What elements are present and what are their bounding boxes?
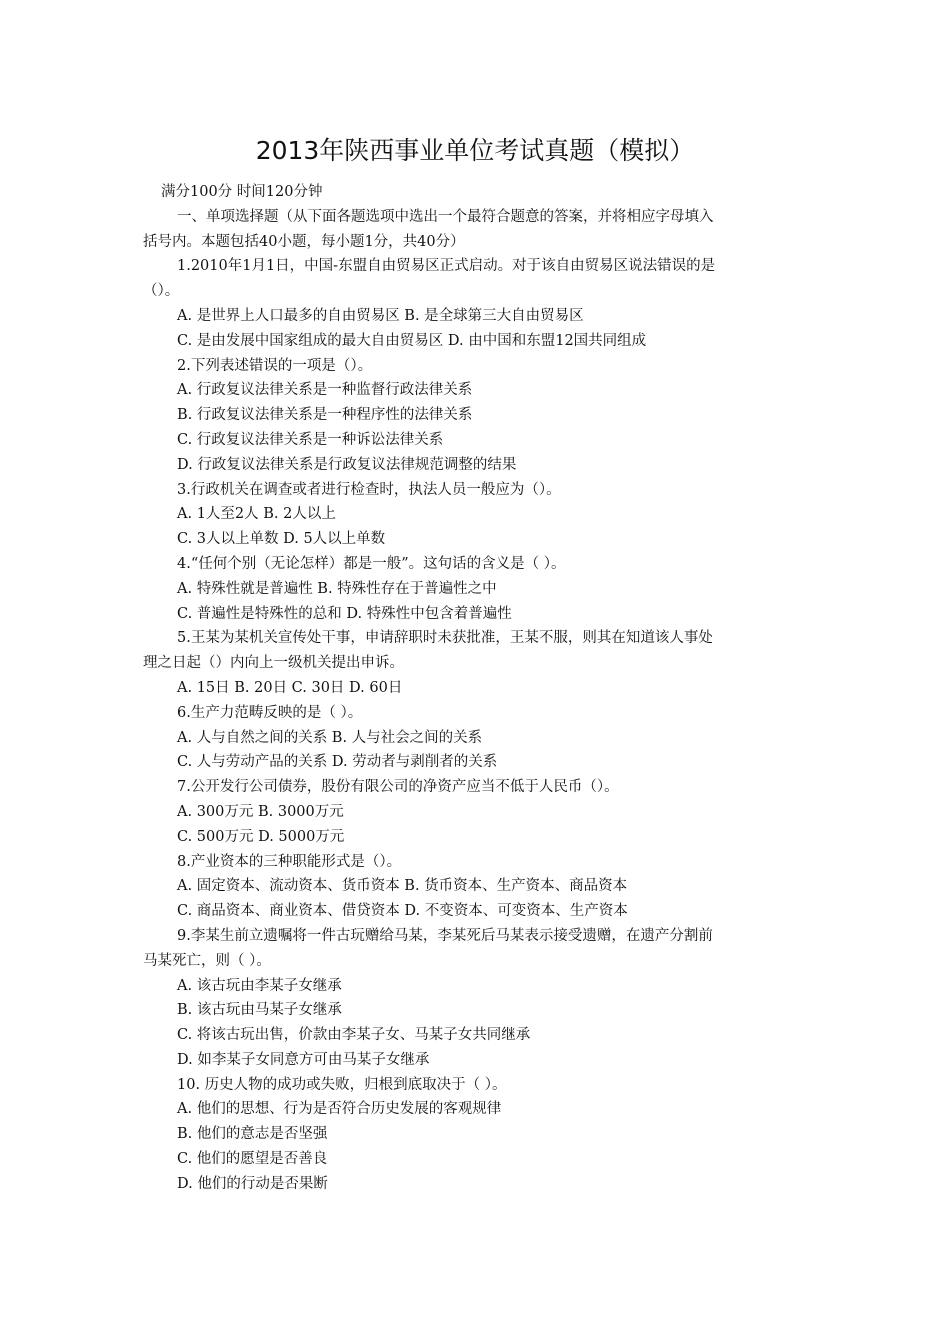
question-stem: 5.王某为某机关宣传处干事，申请辞职时未获批准，王某不服，则其在知道该人事处 bbox=[177, 630, 713, 647]
question-option: A. 该古玩由李某子女继承 bbox=[177, 977, 342, 994]
question-option: B. 该古玩由马某子女继承 bbox=[177, 1002, 342, 1019]
question-option: A. 人与自然之间的关系 B. 人与社会之间的关系 bbox=[177, 729, 483, 746]
document-title: 2013年陕西事业单位考试真题（模拟） bbox=[255, 136, 695, 165]
question-item bbox=[143, 701, 808, 775]
exam-meta: 满分100分 时间120分钟 bbox=[161, 184, 323, 200]
question-option: A. 1人至2人 B. 2人以上 bbox=[177, 506, 336, 523]
question-option: C. 人与劳动产品的关系 D. 劳动者与剥削者的关系 bbox=[177, 754, 498, 771]
question-stem: 2.下列表述错误的一项是（）。 bbox=[177, 357, 373, 374]
question-item bbox=[143, 478, 808, 552]
question-item bbox=[143, 354, 808, 478]
question-stem: 4.“任何个别（无论怎样）都是一般”。这句话的含义是（ ）。 bbox=[177, 555, 566, 572]
question-stem: 10. 历史人物的成功或失败，归根到底取决于（ ）。 bbox=[177, 1076, 507, 1093]
question-option: C. 普遍性是特殊性的总和 D. 特殊性中包含着普遍性 bbox=[177, 605, 512, 622]
question-stem: 9.李某生前立遗嘱将一件古玩赠给马某，李某死后马某表示接受遗赠，在遗产分割前 bbox=[177, 927, 713, 944]
question-stem: （）。 bbox=[143, 283, 180, 300]
question-option: C. 商品资本、商业资本、借贷资本 D. 不变资本、可变资本、生产资本 bbox=[177, 903, 628, 920]
question-stem: 7.公开发行公司债券，股份有限公司的净资产应当不低于人民币（）。 bbox=[177, 779, 619, 796]
question-option: C. 行政复议法律关系是一种诉讼法律关系 bbox=[177, 431, 444, 448]
question-item bbox=[143, 626, 808, 700]
question-stem: 1.2010年1月1日，中国-东盟自由贸易区正式启动。对于该自由贸易区说法错误的是 bbox=[177, 258, 716, 275]
question-option: A. 是世界上人口最多的自由贸易区 B. 是全球第三大自由贸易区 bbox=[177, 307, 584, 324]
question-option: D. 他们的行动是否果断 bbox=[177, 1175, 328, 1192]
question-stem: 8.产业资本的三种职能形式是（）。 bbox=[177, 853, 402, 870]
question-item bbox=[143, 850, 808, 924]
question-option: A. 特殊性就是普遍性 B. 特殊性存在于普遍性之中 bbox=[177, 580, 497, 597]
section-intro-line: 一、单项选择题（从下面各题选项中选出一个最符合题意的答案，并将相应字母填入 bbox=[177, 208, 714, 225]
question-option: D. 如李某子女同意方可由马某子女继承 bbox=[177, 1051, 430, 1068]
question-option: A. 他们的思想、行为是否符合历史发展的客观规律 bbox=[177, 1101, 502, 1118]
question-option: C. 500万元 D. 5000万元 bbox=[177, 828, 345, 845]
question-option: A. 固定资本、流动资本、货币资本 B. 货币资本、生产资本、商品资本 bbox=[177, 878, 628, 895]
question-option: C. 3人以上单数 D. 5人以上单数 bbox=[177, 531, 386, 548]
question-option: A. 300万元 B. 3000万元 bbox=[177, 803, 344, 820]
question-item bbox=[143, 775, 808, 849]
question-stem: 3.行政机关在调查或者进行检查时，执法人员一般应为（）。 bbox=[177, 481, 561, 498]
question-option: B. 行政复议法律关系是一种程序性的法律关系 bbox=[177, 407, 473, 424]
question-item bbox=[143, 552, 808, 626]
question-option: C. 他们的愿望是否善良 bbox=[177, 1151, 328, 1168]
question-option: A. 行政复议法律关系是一种监督行政法律关系 bbox=[177, 382, 473, 399]
question-item bbox=[143, 1073, 808, 1197]
question-option: C. 是由发展中国家组成的最大自由贸易区 D. 由中国和东盟12国共同组成 bbox=[177, 332, 647, 349]
question-option: A. 15日 B. 20日 C. 30日 D. 60日 bbox=[177, 679, 403, 696]
question-item bbox=[143, 254, 808, 353]
question-option: C. 将该古玩出售，价款由李某子女、马某子女共同继承 bbox=[177, 1027, 531, 1044]
document-body bbox=[143, 180, 808, 1197]
question-list bbox=[143, 254, 808, 1196]
question-stem: 马某死亡，则（ ）。 bbox=[143, 952, 271, 969]
question-stem: 理之日起（）内向上一级机关提出申诉。 bbox=[143, 655, 404, 672]
question-option: B. 他们的意志是否坚强 bbox=[177, 1126, 328, 1143]
question-stem: 6.生产力范畴反映的是（ ）。 bbox=[177, 704, 363, 721]
question-option: D. 行政复议法律关系是行政复议法律规范调整的结果 bbox=[177, 456, 517, 473]
section-intro-line: 括号内。本题包括40小题，每小题1分，共40分） bbox=[143, 233, 465, 250]
question-item bbox=[143, 924, 808, 1073]
